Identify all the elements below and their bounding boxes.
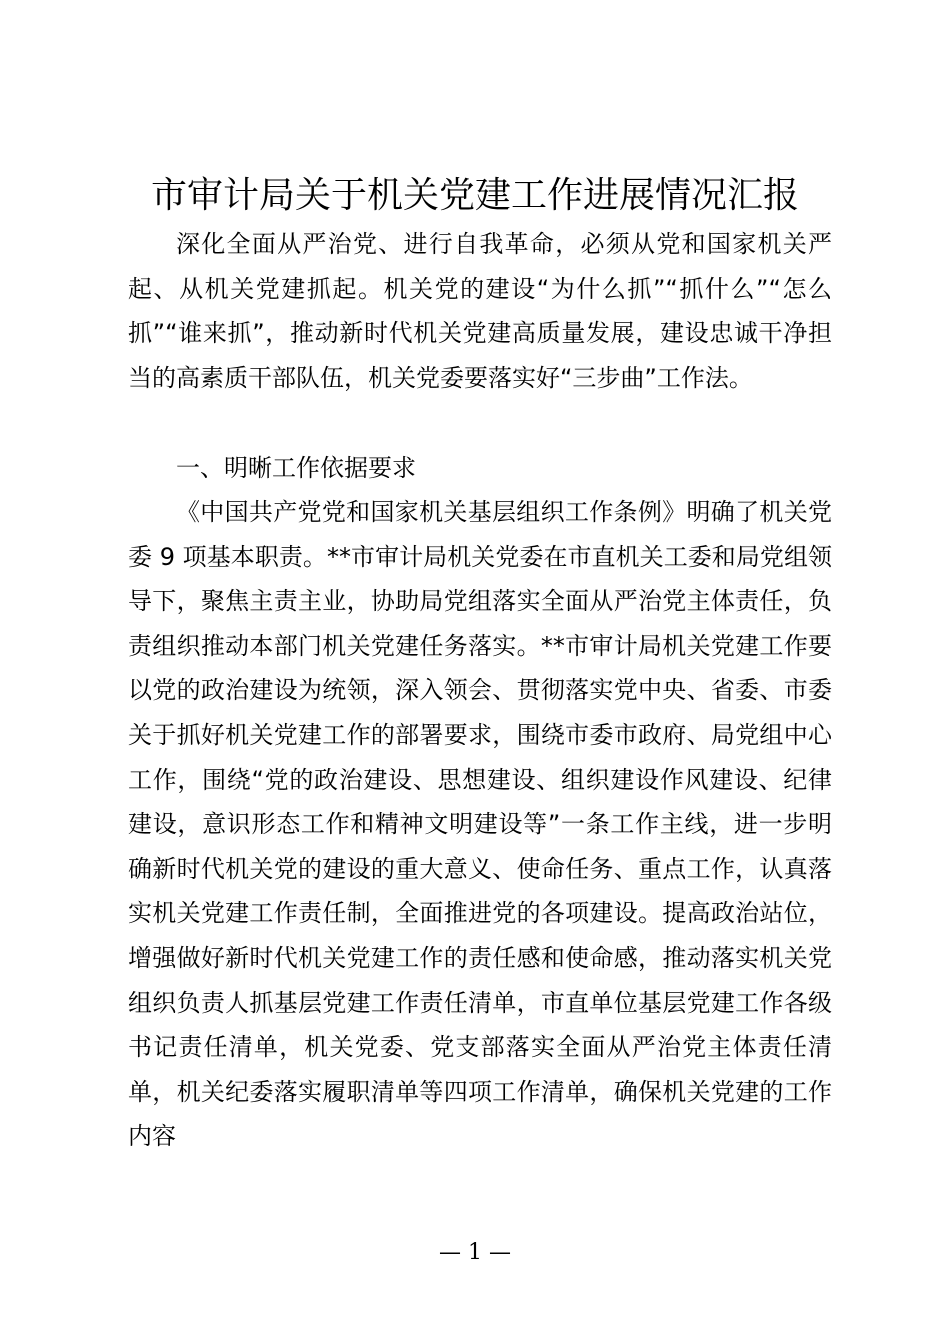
paragraph-text: 《中国共产党党和国家机关基层组织工作条例》明确了机关党委 9 项基本职责。**市审计局机关党委在市直机关工委和局党组领导下，聚焦主责主业，协助局党组落实全面从严治党主体责任，负责组织推动本部门机关党建任务落实。**市审计局机关党建工作要以党的政治建设为统领，深入领会、贯彻落实党中央、省委、市委关于抓好机关党建工作的部署要求，围绕市委市政府、局党组中心工作，围绕“党的政治建设、思想建设、组织建设作风建设、纪律建设，意识形态工作和精神文明建设等”一条工作主线，进一步明确新时代机关党的建设的重大意义、使命任务、重点工作，认真落实机关党建工作责任制，全面推进党的各项建设。提高政治站位，增强做好新时代机关党建工作的责任感和使命感，推动落实机关党组织负责人抓基层党建工作责任清单，市直单位基层党建工作各级书记责任清单，机关党委、党支部落实全面从严治党主体责任清单，机关纪委落实履职清单等四项工作清单，确保机关党建的工作内容	[128, 498, 832, 1151]
page-number: — 1 —	[439, 1240, 511, 1265]
section-heading: 一、明晰工作依据要求	[176, 454, 416, 482]
paragraph-text: 深化全面从严治党、进行自我革命，必须从党和国家机关严起、从机关党建抓起。机关党的建设“为什么抓”“抓什么”“怎么抓”“谁来抓”，推动新时代机关党建高质量发展，建设忠诚干净担当的高素质干部队伍，机关党委要落实好“三步曲”工作法。	[128, 230, 832, 392]
paragraph-intro	[128, 222, 832, 400]
document-title: 市审计局关于机关党建工作进展情况汇报	[150, 175, 799, 216]
paragraph-section-1	[128, 490, 832, 1159]
